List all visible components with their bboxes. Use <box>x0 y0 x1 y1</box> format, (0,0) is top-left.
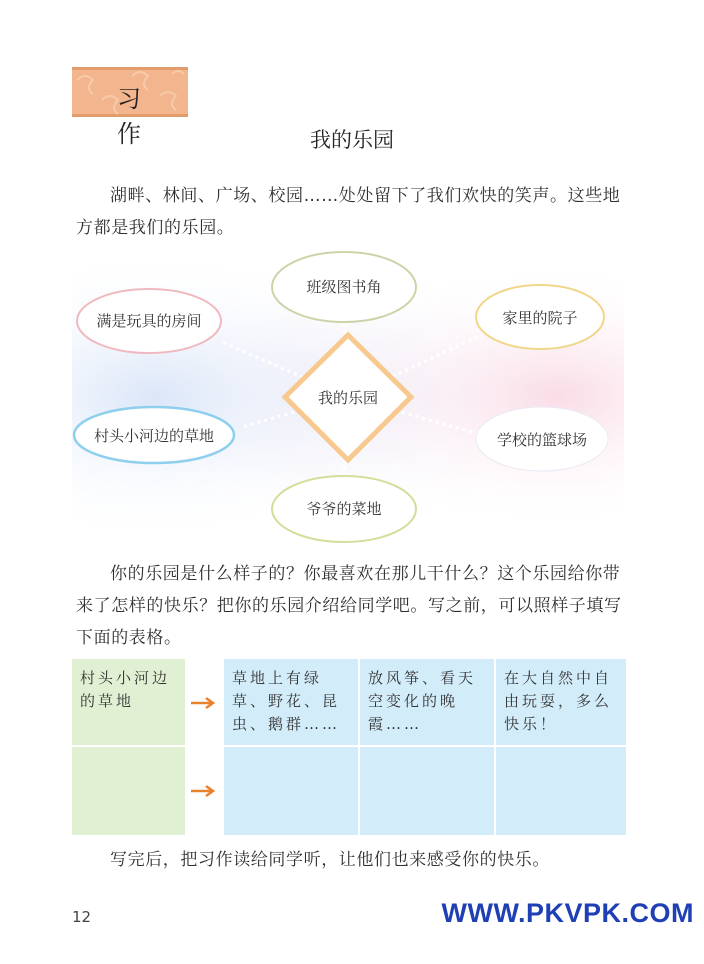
node-center: 我的乐园 <box>317 389 378 407</box>
node-top: 班级图书角 <box>306 278 382 296</box>
node-bottom: 爷爷的菜地 <box>306 500 382 518</box>
arrow-right-icon <box>190 697 216 709</box>
mind-map-diagram <box>72 247 624 545</box>
planning-table <box>72 659 626 835</box>
section-heading-badge <box>72 67 188 148</box>
section-heading: 习 作 <box>117 85 163 148</box>
table-cell-look-1: 草地上有绿草、野花、昆虫、鹅群…… <box>224 659 358 745</box>
page-number: 12 <box>72 908 92 926</box>
node-right-top: 家里的院子 <box>502 309 578 327</box>
table-cell-look-2 <box>224 747 358 835</box>
node-right-bottom: 学校的篮球场 <box>496 431 587 449</box>
node-left-bottom: 村头小河边的草地 <box>93 427 214 445</box>
arrow-right-icon <box>190 785 216 797</box>
watermark: WWW.PKVPK.COM <box>441 898 694 928</box>
node-left-top: 满是玩具的房间 <box>96 312 202 330</box>
table-cell-place-1: 村头小河边的草地 <box>72 659 185 745</box>
table-cell-place-2 <box>72 747 185 835</box>
instruction-paragraph: 你的乐园是什么样子的？你最喜欢在那儿干什么？这个乐园给你带来了怎样的快乐？把你的乐园介绍给同学吧。写之前，可以照样子填写下面的表格。 <box>76 564 622 648</box>
table-cell-feeling-1: 在大自然中自由玩耍，多么快乐！ <box>496 659 626 745</box>
page-title: 我的乐园 <box>310 128 394 152</box>
table-cell-activity-2 <box>360 747 494 835</box>
intro-paragraph: 湖畔、林间、广场、校园……处处留下了我们欢快的笑声。这些地方都是我们的乐园。 <box>76 186 621 238</box>
table-cell-activity-1: 放风筝、看天空变化的晚霞…… <box>360 659 494 745</box>
closing-paragraph: 写完后，把习作读给同学听，让他们也来感受你的快乐。 <box>110 850 550 870</box>
table-cell-feeling-2 <box>496 747 626 835</box>
